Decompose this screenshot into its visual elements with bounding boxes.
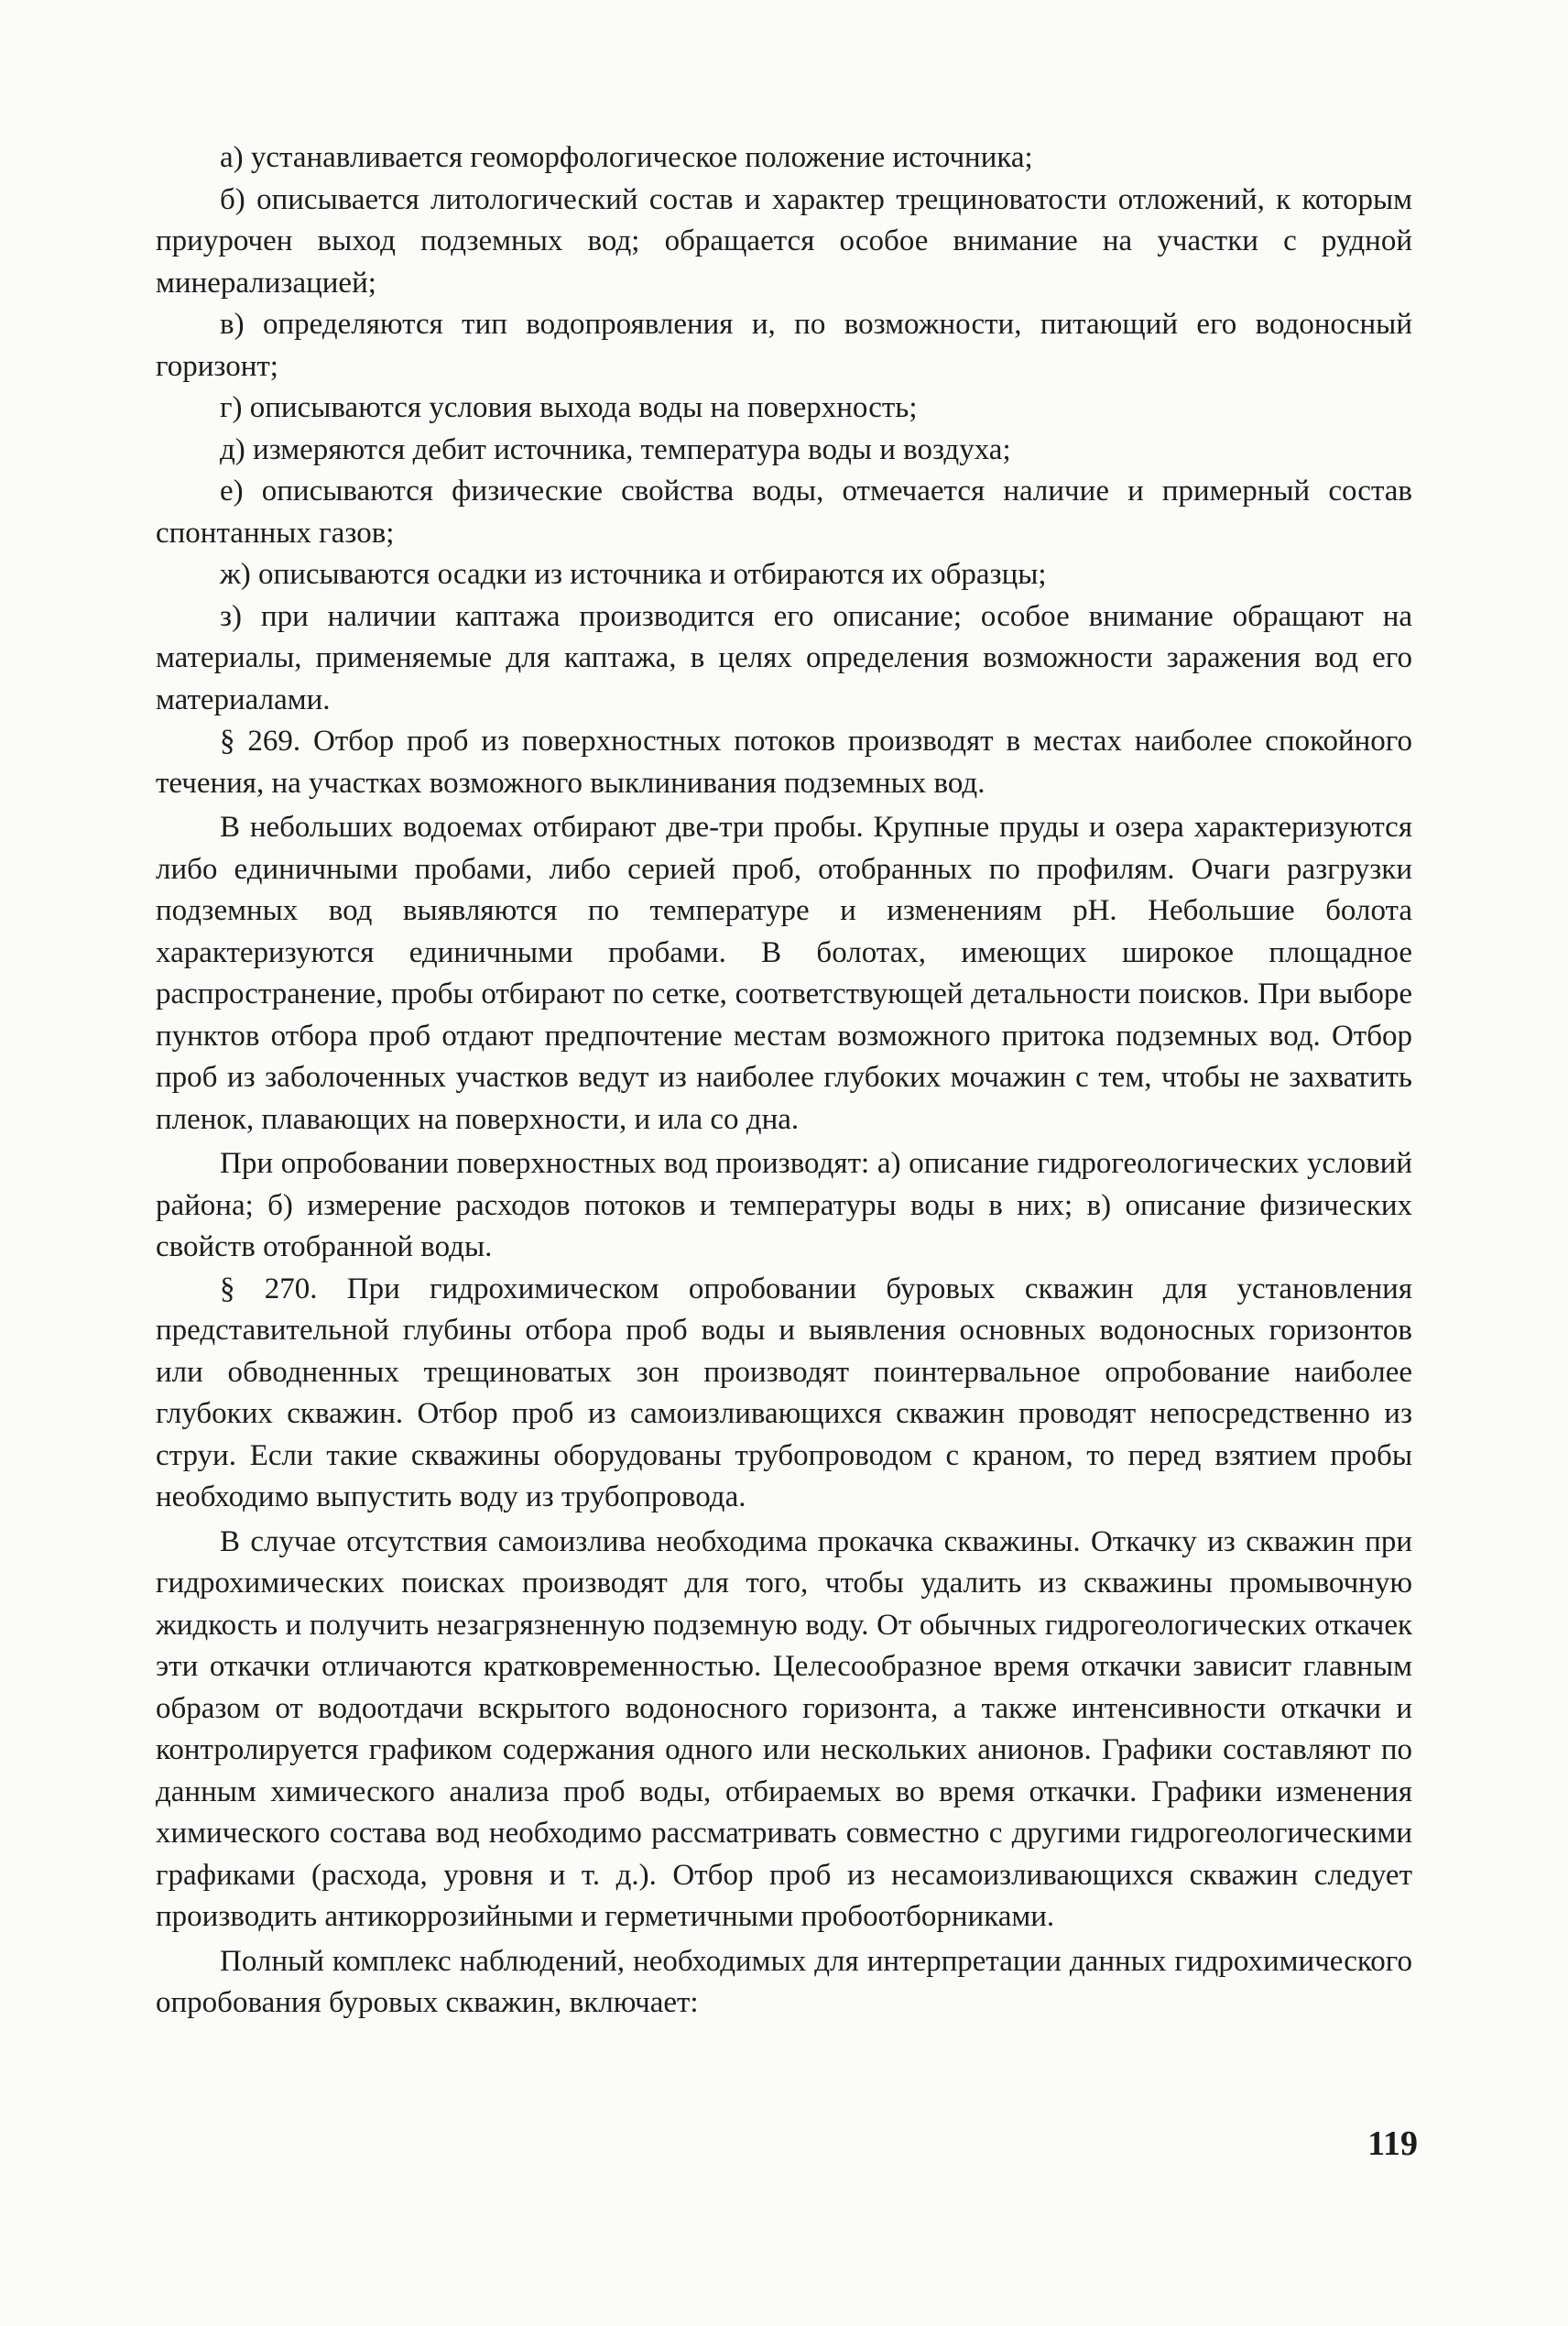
section-269-paragraph: § 269. Отбор проб из поверхностных потоков производят в местах наиболее спокойного течения, на участках возможного выклинивания подземных вод. xyxy=(156,725,1412,800)
pumping-paragraph: В случае отсутствия самоизлива необходима прокачка скважины. Откачку из скважин при гидрохимических поисках производят для того, чтобы удалить из скважины промывочную жидкость и получить незагрязненную подземную воду. От обычных гидрогеологических откачек эти откачки отличаются кратковременностью. Целесообразное время откачки зависит главным образом от водоотдачи вскрытого водоносного горизонта, а также интенсивности откачки и контролируется графиком содержания одного или нескольких анионов. Графики составляют по данным химического анализа проб воды, отбираемых во время откачки. Графики изменения химического состава вод необходимо рассматривать совместно с другими гидрогеологическими графиками (расхода, уровня и т. д.). Отбор проб из несамоизливающихся скважин следует производить антикоррозийными и герметичными пробоотборниками. xyxy=(156,1524,1412,1933)
text-column xyxy=(156,137,1412,2025)
section-270-paragraph: § 270. При гидрохимическом опробовании буровых скважин для установления представительной глубины отбора проб воды и выявления основных водоносных горизонтов или обводненных трещиноватых зон производят поинтервальное опробование наиболее глубоких скважин. Отбор проб из самоизливающихся скважин проводят непосредственно из струи. Если такие скважины оборудованы трубопроводом с краном, то перед взятием пробы необходимо выпустить воду из трубопровода. xyxy=(156,1272,1412,1513)
page-number: 119 xyxy=(1367,2124,1418,2163)
observations-complex-paragraph: Полный комплекс наблюдений, необходимых для интерпретации данных гидрохимического опробования буровых скважин, включает: xyxy=(156,1944,1412,2019)
list-item-v: в) определяются тип водопроявления и, по возможности, питающий его водоносный горизонт; xyxy=(156,308,1412,383)
surface-water-sampling-paragraph: При опробовании поверхностных вод производят: а) описание гидрогеологических условий района; б) измерение расходов потоков и температуры воды в них; в) описание физических свойств отобранной воды. xyxy=(156,1147,1412,1263)
list-item-d: д) измеряются дебит источника, температура воды и воздуха; xyxy=(220,432,1011,466)
list-item-zh: ж) описываются осадки из источника и отбираются их образцы; xyxy=(220,558,1047,591)
list-item-a: а) устанавливается геоморфологическое положение источника; xyxy=(220,141,1033,174)
list-item-z: з) при наличии каптажа производится его описание; особое внимание обращают на материалы, применяемые для каптажа, в целях определения возможности заражения вод его материалами. xyxy=(156,599,1412,716)
list-item-g: г) описываются условия выхода воды на поверхность; xyxy=(220,391,918,424)
list-item-b: б) описывается литологический состав и характер трещиноватости отложений, к которым приурочен выход подземных вод; обращается особое внимание на участки с рудной минерализацией; xyxy=(156,182,1412,300)
list-item-e: е) описываются физические свойства воды, отмечается наличие и примерный состав спонтанных газов; xyxy=(156,475,1412,550)
small-water-bodies-paragraph: В небольших водоемах отбирают две-три пробы. Крупные пруды и озера характеризуются либо единичными пробами, либо серией проб, отобранных по профилям. Очаги разгрузки подземных вод выявляются по температуре и изменениям pH. Небольшие болота характеризуются единичными пробами. В болотах, имеющих широкое площадное распространение, пробы отбирают по сетке, соответствующей детальности поисков. При выборе пунктов отбора проб отдают предпочтение местам возможного притока подземных вод. Отбор проб из заболоченных участков ведут из наиболее глубоких мочажин с тем, чтобы не захватить пленок, плавающих на поверхности, и ила со дна. xyxy=(156,811,1412,1136)
